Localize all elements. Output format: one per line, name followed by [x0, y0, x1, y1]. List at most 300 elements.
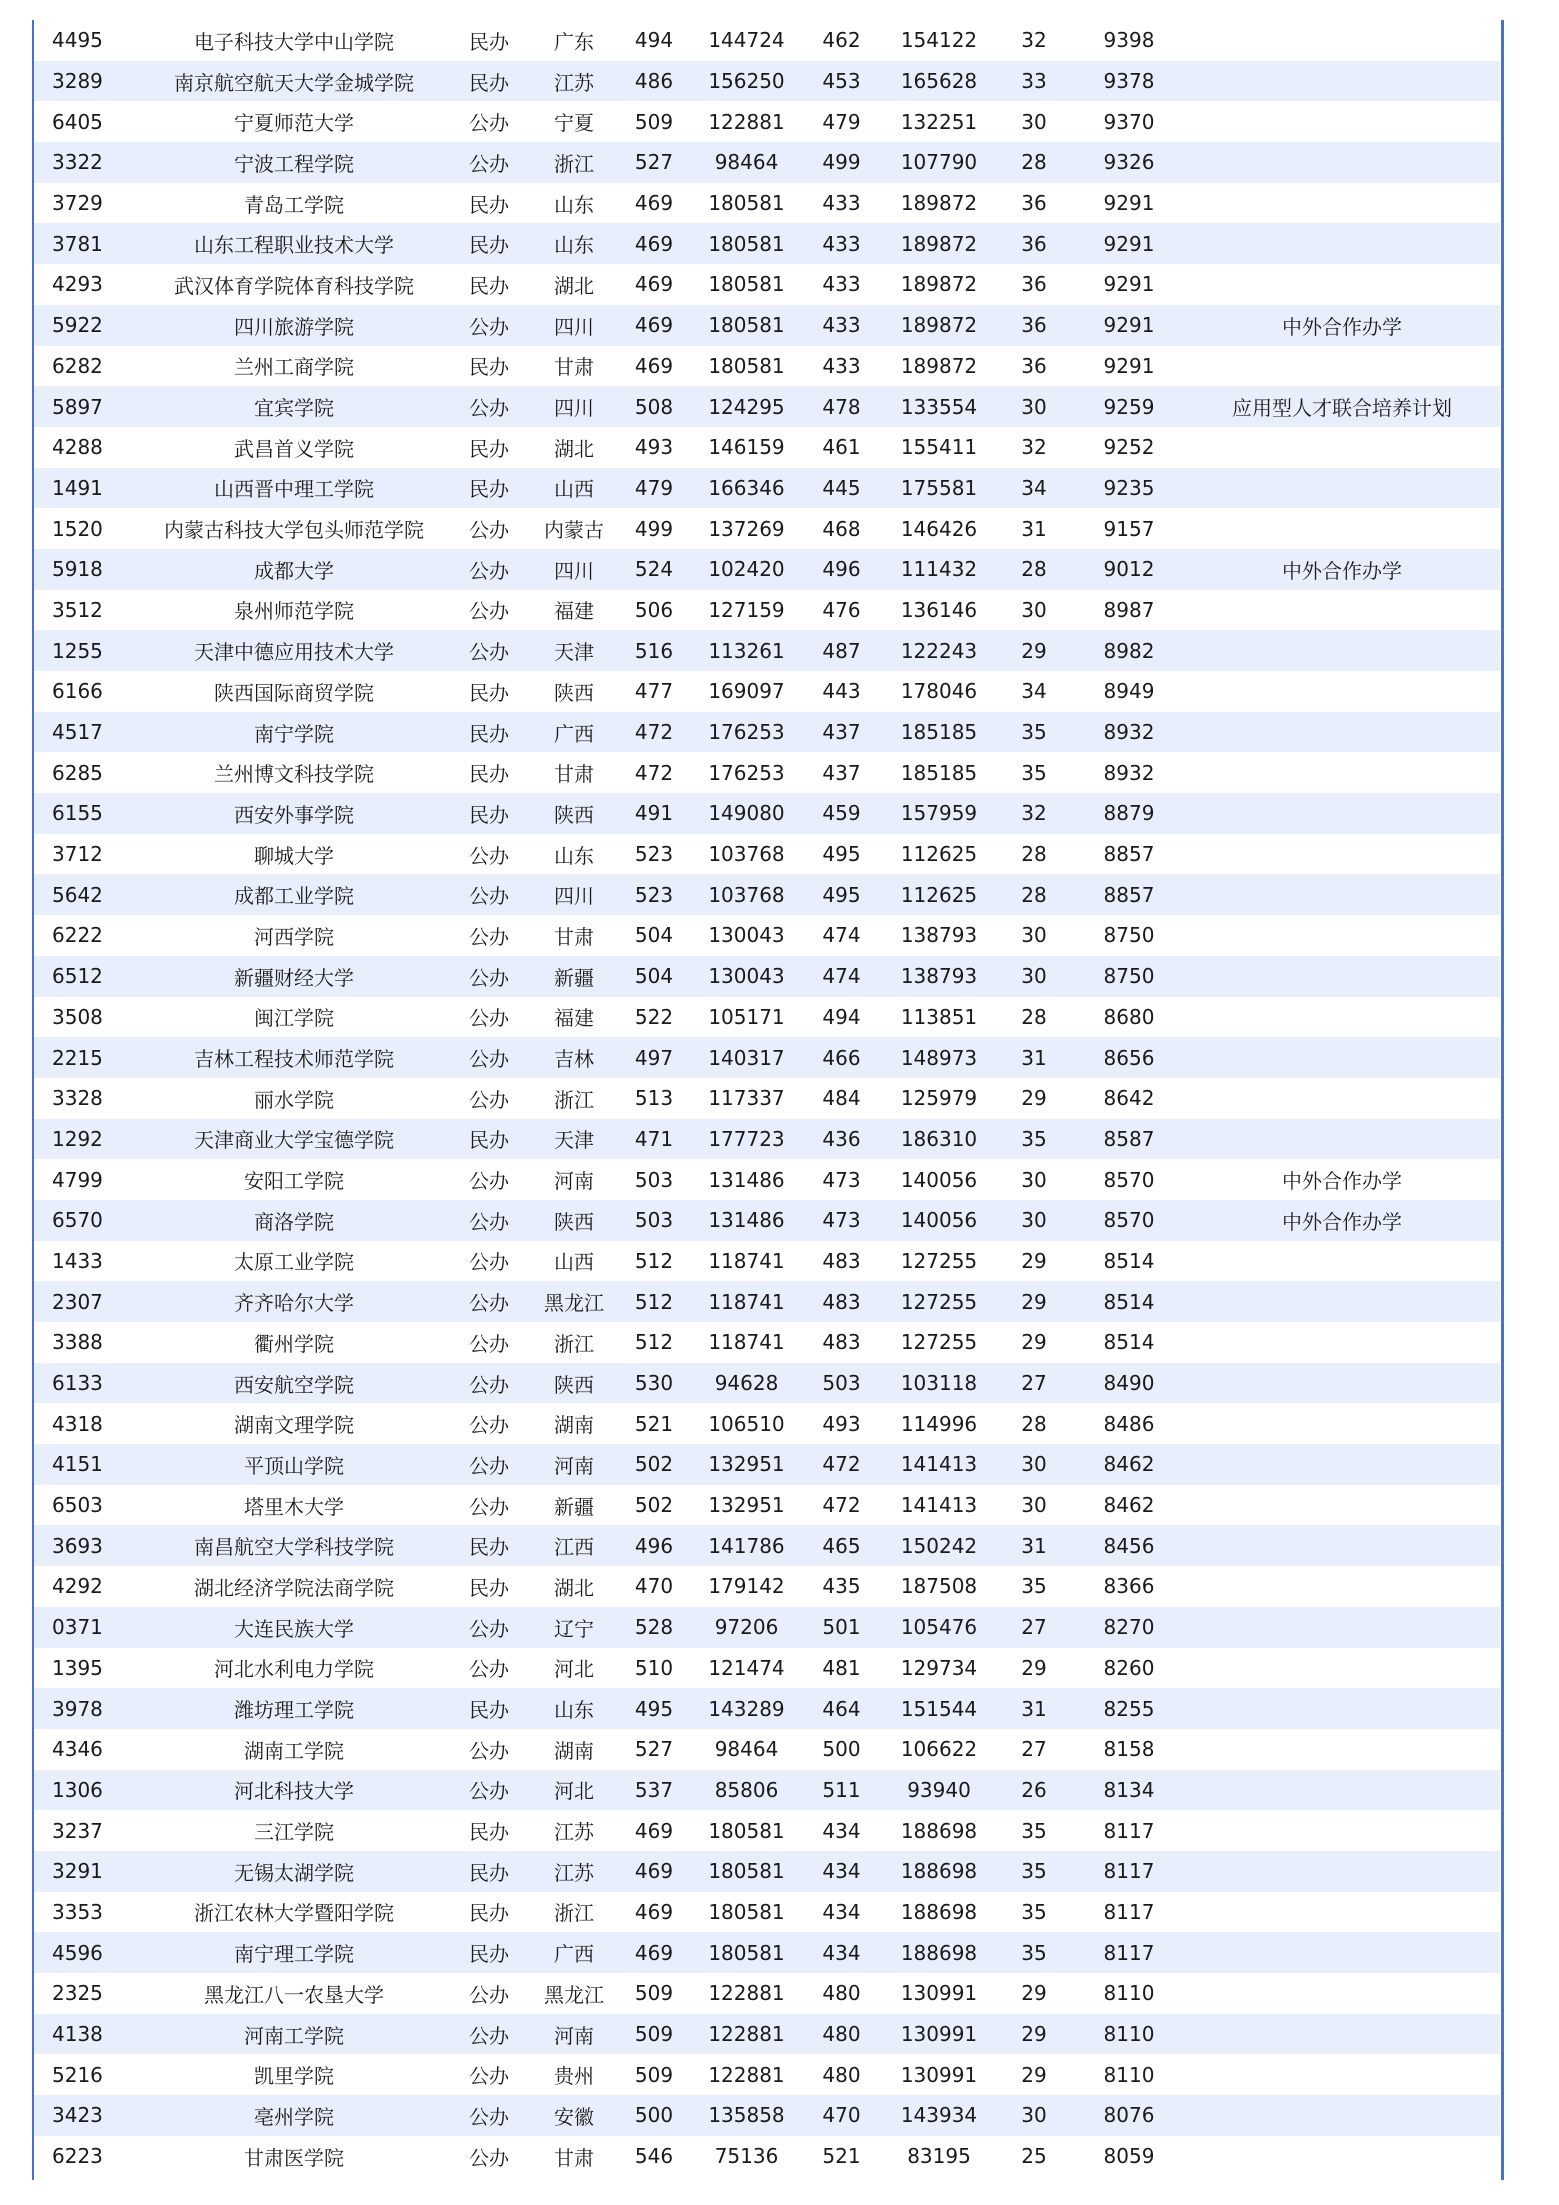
value-cell: 9291: [1074, 264, 1184, 305]
school-code-cell: 4292: [34, 1566, 144, 1607]
school-type-cell: 民办: [444, 752, 534, 793]
table-row: [34, 1322, 1500, 1363]
program-note-cell: [1184, 956, 1500, 997]
value-cell: 9291: [1074, 305, 1184, 346]
score-2-cell: 437: [799, 712, 884, 753]
school-type-cell: 公办: [444, 1648, 534, 1689]
school-type-cell: 公办: [444, 142, 534, 183]
school-type-cell: 民办: [444, 20, 534, 61]
school-code-cell: 3423: [34, 2095, 144, 2136]
province-cell: 陕西: [534, 1200, 614, 1241]
school-type-cell: 公办: [444, 2136, 534, 2177]
school-code-cell: 1491: [34, 468, 144, 509]
diff-cell: 27: [994, 1729, 1074, 1770]
province-cell: 吉林: [534, 1037, 614, 1078]
rank-1-cell: 122881: [694, 101, 799, 142]
score-2-cell: 494: [799, 997, 884, 1038]
program-note-cell: [1184, 2095, 1500, 2136]
diff-cell: 35: [994, 1810, 1074, 1851]
score-2-cell: 521: [799, 2136, 884, 2177]
rank-1-cell: 127159: [694, 590, 799, 631]
school-type-cell: 公办: [444, 1281, 534, 1322]
school-code-cell: 6512: [34, 956, 144, 997]
score-2-cell: 434: [799, 1810, 884, 1851]
program-note-cell: [1184, 346, 1500, 387]
province-cell: 江苏: [534, 61, 614, 102]
rank-2-cell: 186310: [884, 1119, 994, 1160]
score-2-cell: 433: [799, 346, 884, 387]
rank-1-cell: 131486: [694, 1159, 799, 1200]
school-code-cell: 3289: [34, 61, 144, 102]
rank-1-cell: 180581: [694, 183, 799, 224]
score-1-cell: 512: [614, 1241, 694, 1282]
table-row: [34, 183, 1500, 224]
rank-2-cell: 185185: [884, 752, 994, 793]
school-name-cell: 湖南工学院: [144, 1729, 444, 1770]
school-name-cell: 西安航空学院: [144, 1363, 444, 1404]
rank-2-cell: 140056: [884, 1159, 994, 1200]
score-2-cell: 476: [799, 590, 884, 631]
school-type-cell: 民办: [444, 1119, 534, 1160]
diff-cell: 31: [994, 508, 1074, 549]
diff-cell: 36: [994, 183, 1074, 224]
rank-2-cell: 151544: [884, 1688, 994, 1729]
table-row: [34, 549, 1500, 590]
score-2-cell: 495: [799, 874, 884, 915]
table-row: [34, 1892, 1500, 1933]
rank-1-cell: 98464: [694, 142, 799, 183]
score-2-cell: 434: [799, 1932, 884, 1973]
school-code-cell: 2215: [34, 1037, 144, 1078]
school-name-cell: 山西晋中理工学院: [144, 468, 444, 509]
school-code-cell: 3693: [34, 1525, 144, 1566]
rank-1-cell: 122881: [694, 1973, 799, 2014]
rank-2-cell: 130991: [884, 2014, 994, 2055]
score-2-cell: 465: [799, 1525, 884, 1566]
diff-cell: 28: [994, 1403, 1074, 1444]
program-note-cell: [1184, 1363, 1500, 1404]
province-cell: 山东: [534, 834, 614, 875]
rank-2-cell: 140056: [884, 1200, 994, 1241]
diff-cell: 29: [994, 1241, 1074, 1282]
school-type-cell: 民办: [444, 1892, 534, 1933]
rank-2-cell: 175581: [884, 468, 994, 509]
school-name-cell: 新疆财经大学: [144, 956, 444, 997]
rank-1-cell: 156250: [694, 61, 799, 102]
diff-cell: 31: [994, 1688, 1074, 1729]
diff-cell: 36: [994, 305, 1074, 346]
rank-1-cell: 118741: [694, 1281, 799, 1322]
rank-2-cell: 185185: [884, 712, 994, 753]
score-2-cell: 473: [799, 1159, 884, 1200]
value-cell: 8110: [1074, 2014, 1184, 2055]
score-2-cell: 436: [799, 1119, 884, 1160]
rank-1-cell: 118741: [694, 1322, 799, 1363]
school-type-cell: 公办: [444, 630, 534, 671]
school-type-cell: 公办: [444, 997, 534, 1038]
table-row: [34, 1770, 1500, 1811]
school-name-cell: 南宁理工学院: [144, 1932, 444, 1973]
province-cell: 浙江: [534, 1322, 614, 1363]
school-name-cell: 宁波工程学院: [144, 142, 444, 183]
school-name-cell: 塔里木大学: [144, 1485, 444, 1526]
school-code-cell: 1433: [34, 1241, 144, 1282]
school-type-cell: 公办: [444, 1241, 534, 1282]
school-name-cell: 河北水利电力学院: [144, 1648, 444, 1689]
value-cell: 8110: [1074, 2054, 1184, 2095]
table-row: [34, 1485, 1500, 1526]
province-cell: 江苏: [534, 1851, 614, 1892]
province-cell: 湖南: [534, 1403, 614, 1444]
school-name-cell: 大连民族大学: [144, 1607, 444, 1648]
score-2-cell: 435: [799, 1566, 884, 1607]
value-cell: 8656: [1074, 1037, 1184, 1078]
province-cell: 贵州: [534, 2054, 614, 2095]
school-name-cell: 南昌航空大学科技学院: [144, 1525, 444, 1566]
school-name-cell: 宜宾学院: [144, 386, 444, 427]
program-note-cell: [1184, 1241, 1500, 1282]
school-type-cell: 公办: [444, 508, 534, 549]
diff-cell: 35: [994, 1119, 1074, 1160]
rank-2-cell: 114996: [884, 1403, 994, 1444]
diff-cell: 29: [994, 1281, 1074, 1322]
table-row: [34, 2095, 1500, 2136]
school-name-cell: 丽水学院: [144, 1078, 444, 1119]
diff-cell: 35: [994, 1932, 1074, 1973]
rank-2-cell: 155411: [884, 427, 994, 468]
rank-1-cell: 97206: [694, 1607, 799, 1648]
school-code-cell: 1395: [34, 1648, 144, 1689]
score-1-cell: 509: [614, 101, 694, 142]
score-2-cell: 464: [799, 1688, 884, 1729]
value-cell: 8857: [1074, 874, 1184, 915]
score-1-cell: 472: [614, 752, 694, 793]
diff-cell: 29: [994, 2054, 1074, 2095]
rank-2-cell: 148973: [884, 1037, 994, 1078]
program-note-cell: [1184, 468, 1500, 509]
diff-cell: 29: [994, 2014, 1074, 2055]
province-cell: 湖南: [534, 1729, 614, 1770]
value-cell: 8514: [1074, 1322, 1184, 1363]
school-code-cell: 4346: [34, 1729, 144, 1770]
table-row: [34, 305, 1500, 346]
program-note-cell: [1184, 1037, 1500, 1078]
table-row: [34, 427, 1500, 468]
province-cell: 浙江: [534, 1078, 614, 1119]
school-name-cell: 南宁学院: [144, 712, 444, 753]
program-note-cell: 应用型人才联合培养计划: [1184, 386, 1500, 427]
program-note-cell: [1184, 1444, 1500, 1485]
table-right-border: [1501, 20, 1504, 2180]
value-cell: 8982: [1074, 630, 1184, 671]
score-2-cell: 433: [799, 223, 884, 264]
rank-2-cell: 154122: [884, 20, 994, 61]
school-name-cell: 宁夏师范大学: [144, 101, 444, 142]
school-name-cell: 青岛工学院: [144, 183, 444, 224]
school-code-cell: 6133: [34, 1363, 144, 1404]
score-2-cell: 495: [799, 834, 884, 875]
diff-cell: 28: [994, 874, 1074, 915]
score-1-cell: 504: [614, 915, 694, 956]
score-1-cell: 509: [614, 2014, 694, 2055]
value-cell: 8134: [1074, 1770, 1184, 1811]
province-cell: 甘肃: [534, 346, 614, 387]
rank-2-cell: 133554: [884, 386, 994, 427]
score-2-cell: 487: [799, 630, 884, 671]
school-code-cell: 6285: [34, 752, 144, 793]
table-row: [34, 1119, 1500, 1160]
rank-1-cell: 180581: [694, 1810, 799, 1851]
program-note-cell: [1184, 2014, 1500, 2055]
score-1-cell: 510: [614, 1648, 694, 1689]
table-row: [34, 752, 1500, 793]
score-1-cell: 527: [614, 1729, 694, 1770]
school-type-cell: 民办: [444, 61, 534, 102]
school-type-cell: 民办: [444, 1851, 534, 1892]
school-type-cell: 公办: [444, 1200, 534, 1241]
value-cell: 8570: [1074, 1159, 1184, 1200]
rank-2-cell: 189872: [884, 223, 994, 264]
school-name-cell: 泉州师范学院: [144, 590, 444, 631]
program-note-cell: [1184, 1607, 1500, 1648]
rank-1-cell: 180581: [694, 346, 799, 387]
score-1-cell: 477: [614, 671, 694, 712]
school-name-cell: 内蒙古科技大学包头师范学院: [144, 508, 444, 549]
school-name-cell: 吉林工程技术师范学院: [144, 1037, 444, 1078]
school-code-cell: 3729: [34, 183, 144, 224]
score-1-cell: 516: [614, 630, 694, 671]
rank-2-cell: 189872: [884, 305, 994, 346]
school-name-cell: 平顶山学院: [144, 1444, 444, 1485]
score-1-cell: 469: [614, 305, 694, 346]
diff-cell: 32: [994, 427, 1074, 468]
rank-1-cell: 176253: [694, 712, 799, 753]
diff-cell: 25: [994, 2136, 1074, 2177]
value-cell: 8076: [1074, 2095, 1184, 2136]
value-cell: 8462: [1074, 1485, 1184, 1526]
province-cell: 浙江: [534, 142, 614, 183]
score-1-cell: 486: [614, 61, 694, 102]
school-code-cell: 5922: [34, 305, 144, 346]
program-note-cell: [1184, 752, 1500, 793]
score-2-cell: 433: [799, 183, 884, 224]
diff-cell: 36: [994, 346, 1074, 387]
table-row: [34, 1932, 1500, 1973]
school-name-cell: 商洛学院: [144, 1200, 444, 1241]
program-note-cell: [1184, 264, 1500, 305]
score-2-cell: 434: [799, 1851, 884, 1892]
program-note-cell: [1184, 142, 1500, 183]
table-row: [34, 1810, 1500, 1851]
rank-1-cell: 137269: [694, 508, 799, 549]
school-code-cell: 1520: [34, 508, 144, 549]
school-code-cell: 4318: [34, 1403, 144, 1444]
school-name-cell: 天津商业大学宝德学院: [144, 1119, 444, 1160]
school-type-cell: 公办: [444, 101, 534, 142]
score-1-cell: 537: [614, 1770, 694, 1811]
school-code-cell: 3322: [34, 142, 144, 183]
value-cell: 8059: [1074, 2136, 1184, 2177]
table-row: [34, 1444, 1500, 1485]
school-type-cell: 公办: [444, 2054, 534, 2095]
program-note-cell: [1184, 834, 1500, 875]
school-code-cell: 6282: [34, 346, 144, 387]
school-type-cell: 公办: [444, 1770, 534, 1811]
table-row: [34, 101, 1500, 142]
value-cell: 8486: [1074, 1403, 1184, 1444]
province-cell: 安徽: [534, 2095, 614, 2136]
school-type-cell: 公办: [444, 915, 534, 956]
school-type-cell: 民办: [444, 793, 534, 834]
school-type-cell: 公办: [444, 834, 534, 875]
province-cell: 山东: [534, 223, 614, 264]
program-note-cell: [1184, 1281, 1500, 1322]
score-1-cell: 469: [614, 346, 694, 387]
rank-1-cell: 180581: [694, 1851, 799, 1892]
program-note-cell: [1184, 1688, 1500, 1729]
value-cell: 8570: [1074, 1200, 1184, 1241]
value-cell: 8514: [1074, 1241, 1184, 1282]
program-note-cell: [1184, 915, 1500, 956]
value-cell: 9012: [1074, 549, 1184, 590]
score-1-cell: 479: [614, 468, 694, 509]
school-type-cell: 民办: [444, 264, 534, 305]
score-1-cell: 494: [614, 20, 694, 61]
rank-2-cell: 188698: [884, 1932, 994, 1973]
program-note-cell: [1184, 183, 1500, 224]
program-note-cell: [1184, 427, 1500, 468]
score-1-cell: 469: [614, 1810, 694, 1851]
rank-2-cell: 157959: [884, 793, 994, 834]
value-cell: 8932: [1074, 752, 1184, 793]
score-2-cell: 461: [799, 427, 884, 468]
score-1-cell: 503: [614, 1200, 694, 1241]
table-row: [34, 468, 1500, 509]
diff-cell: 30: [994, 1200, 1074, 1241]
score-2-cell: 503: [799, 1363, 884, 1404]
school-name-cell: 南京航空航天大学金城学院: [144, 61, 444, 102]
score-1-cell: 528: [614, 1607, 694, 1648]
diff-cell: 30: [994, 915, 1074, 956]
school-type-cell: 民办: [444, 1566, 534, 1607]
rank-2-cell: 112625: [884, 834, 994, 875]
table-row: [34, 1281, 1500, 1322]
school-type-cell: 公办: [444, 874, 534, 915]
value-cell: 8987: [1074, 590, 1184, 631]
diff-cell: 29: [994, 630, 1074, 671]
school-name-cell: 天津中德应用技术大学: [144, 630, 444, 671]
school-type-cell: 公办: [444, 590, 534, 631]
rank-1-cell: 131486: [694, 1200, 799, 1241]
score-2-cell: 472: [799, 1485, 884, 1526]
rank-1-cell: 180581: [694, 305, 799, 346]
school-code-cell: 3237: [34, 1810, 144, 1851]
province-cell: 新疆: [534, 956, 614, 997]
diff-cell: 29: [994, 1648, 1074, 1689]
province-cell: 新疆: [534, 1485, 614, 1526]
rank-2-cell: 187508: [884, 1566, 994, 1607]
school-code-cell: 4138: [34, 2014, 144, 2055]
value-cell: 9157: [1074, 508, 1184, 549]
score-1-cell: 546: [614, 2136, 694, 2177]
score-2-cell: 501: [799, 1607, 884, 1648]
province-cell: 福建: [534, 590, 614, 631]
score-2-cell: 484: [799, 1078, 884, 1119]
value-cell: 8750: [1074, 956, 1184, 997]
province-cell: 江西: [534, 1525, 614, 1566]
rank-2-cell: 107790: [884, 142, 994, 183]
value-cell: 8255: [1074, 1688, 1184, 1729]
program-note-cell: [1184, 1810, 1500, 1851]
score-2-cell: 479: [799, 101, 884, 142]
province-cell: 四川: [534, 305, 614, 346]
diff-cell: 30: [994, 386, 1074, 427]
rank-2-cell: 189872: [884, 264, 994, 305]
diff-cell: 35: [994, 1892, 1074, 1933]
rank-1-cell: 180581: [694, 264, 799, 305]
score-2-cell: 437: [799, 752, 884, 793]
program-note-cell: [1184, 1322, 1500, 1363]
score-1-cell: 469: [614, 264, 694, 305]
school-code-cell: 2307: [34, 1281, 144, 1322]
table-row: [34, 1200, 1500, 1241]
school-type-cell: 公办: [444, 1322, 534, 1363]
value-cell: 8932: [1074, 712, 1184, 753]
school-code-cell: 6166: [34, 671, 144, 712]
program-note-cell: [1184, 630, 1500, 671]
diff-cell: 35: [994, 752, 1074, 793]
program-note-cell: [1184, 590, 1500, 631]
school-code-cell: 6223: [34, 2136, 144, 2177]
rank-2-cell: 141413: [884, 1444, 994, 1485]
table-row: [34, 61, 1500, 102]
province-cell: 山东: [534, 183, 614, 224]
score-1-cell: 503: [614, 1159, 694, 1200]
program-note-cell: [1184, 1078, 1500, 1119]
rank-1-cell: 106510: [694, 1403, 799, 1444]
table-row: [34, 671, 1500, 712]
province-cell: 辽宁: [534, 1607, 614, 1648]
rank-2-cell: 141413: [884, 1485, 994, 1526]
score-2-cell: 468: [799, 508, 884, 549]
diff-cell: 27: [994, 1363, 1074, 1404]
school-name-cell: 武昌首义学院: [144, 427, 444, 468]
diff-cell: 30: [994, 590, 1074, 631]
diff-cell: 29: [994, 1078, 1074, 1119]
province-cell: 江苏: [534, 1810, 614, 1851]
diff-cell: 35: [994, 1566, 1074, 1607]
score-2-cell: 453: [799, 61, 884, 102]
school-name-cell: 兰州工商学院: [144, 346, 444, 387]
province-cell: 陕西: [534, 1363, 614, 1404]
table-row: [34, 1037, 1500, 1078]
score-1-cell: 500: [614, 2095, 694, 2136]
score-1-cell: 509: [614, 1973, 694, 2014]
table-row: [34, 1607, 1500, 1648]
score-2-cell: 483: [799, 1322, 884, 1363]
school-name-cell: 聊城大学: [144, 834, 444, 875]
school-code-cell: 6222: [34, 915, 144, 956]
school-code-cell: 5642: [34, 874, 144, 915]
program-note-cell: [1184, 2054, 1500, 2095]
rank-2-cell: 106622: [884, 1729, 994, 1770]
school-name-cell: 闽江学院: [144, 997, 444, 1038]
value-cell: 8456: [1074, 1525, 1184, 1566]
province-cell: 广东: [534, 20, 614, 61]
score-1-cell: 509: [614, 2054, 694, 2095]
school-code-cell: 6155: [34, 793, 144, 834]
rank-1-cell: 169097: [694, 671, 799, 712]
